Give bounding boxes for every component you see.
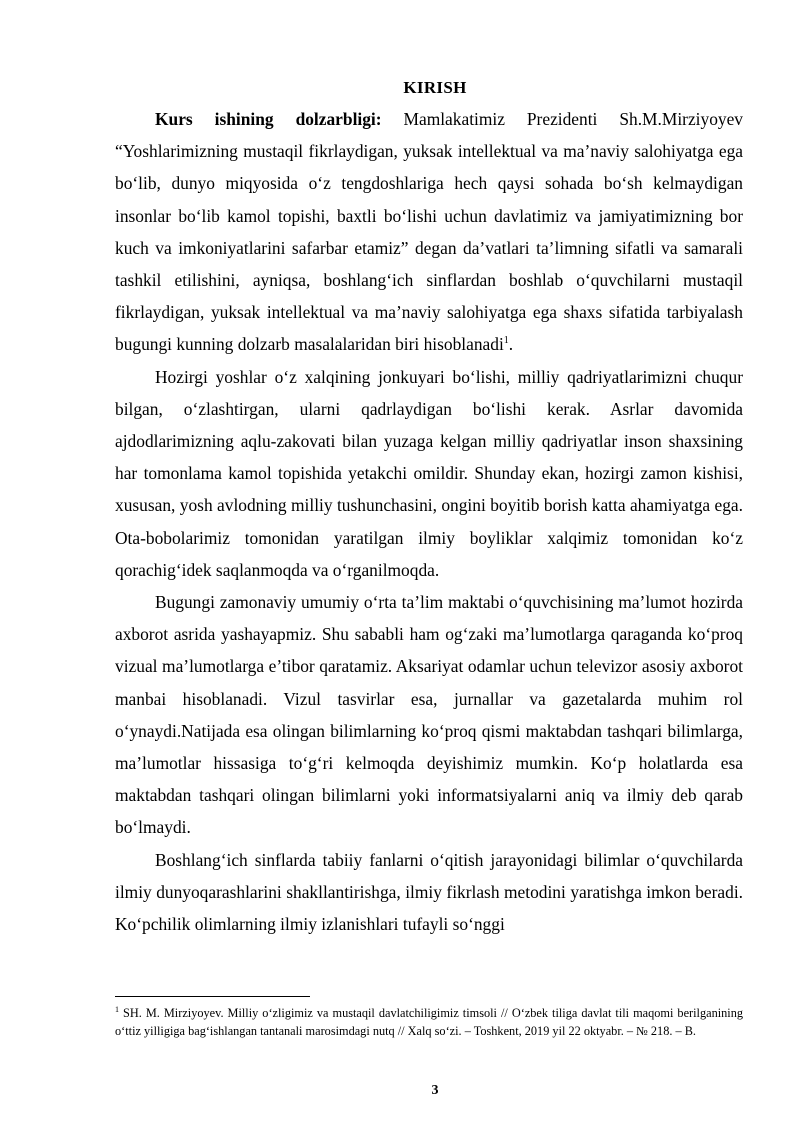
paragraph-3: Bugungi zamonaviy umumiy o‘rta ta’lim maktabi o‘quvchisining ma’lumot hozirda axborot asrida yashayapmiz. Shu sababli ham og‘zaki ma’lumotlarga qaraganda ko‘proq vizual ma’lumotlarga e’tibor qaratamiz. Aksariyat odamlar uchun televizor asosiy axborot manbai hisoblanadi. Vizul tasvirlar esa, jurnallar va gazetalarda muhim rol o‘ynaydi.Natijada esa olingan bilimlarning ko‘proq qismi maktabdan tashqari bilimlarga, ma’lumotlar hissasiga to‘g‘ri kelmoqda deyishimiz mumkin. Ko‘p holatlarda esa maktabdan tashqari olingan bilimlarni yoki informatsiyalarni aniq va ilmiy deb qarab bo‘lmaydi. <box>115 592 743 838</box>
footnote-divider <box>115 996 310 997</box>
footnote <box>115 1004 743 1040</box>
footnote-marker: 1 <box>115 1004 119 1014</box>
paragraph-tail: . <box>508 334 514 355</box>
footnote-text: SH. M. Mirziyoyev. Milliy o‘zligimiz va mustaqil davlatchiligimiz timsoli // O‘zbek tiliga davlat tili maqomi berilganining o‘ttiz yilligiga bag‘ishlangan tantanali marosimdagi nutq // Xalq so‘zi. – Toshkent, 2019 yil 22 oktyabr. – № 218. – B. <box>115 1006 743 1038</box>
paragraph-lead: Kurs ishining dolzarbligi: <box>155 109 382 129</box>
body-text <box>115 103 743 940</box>
page-number: 3 <box>431 1083 439 1098</box>
section-heading: KIRISH <box>403 78 467 97</box>
footnote-reference[interactable]: 1 <box>503 335 509 347</box>
paragraph-text: Mamlakatimiz Prezidenti Sh.M.Mirziyoyev “Yoshlarimizning mustaqil fikrlaydigan, yuksak intellektual va ma’naviy salohiyatga ega bo‘lib, dunyo miqyosida o‘z tengdoshlariga hech qaysi sohada bo‘sh kelmaydigan insonlar bo‘lib kamol topishi, baxtli bo‘lishi uchun davlatimiz va jamiyatimizning bor kuch va imkoniyatlarini safarbar etamiz” degan da’vatlari ta’limning sifatli va samarali tashkil etilishini, ayniqsa, boshlang‘ich sinflardan boshlab o‘quvchilarni mustaqil fikrlaydigan, yuksak intellektual va ma’naviy salohiyatga ega shaxs sifatida tarbiyalash bugungi kunning dolzarb masalalaridan biri hisoblanadi <box>115 109 744 355</box>
paragraph-4: Boshlang‘ich sinflarda tabiiy fanlarni o‘qitish jarayonidagi bilimlar o‘quvchilarda ilmiy dunyoqarashlarini shakllantirishga, ilmiy fikrlash metodini yaratishga imkon beradi. Ko‘pchilik olimlarning ilmiy izlanishlari tufayli so‘nggi <box>115 849 743 935</box>
paragraph-1 <box>115 103 743 361</box>
paragraph-2: Hozirgi yoshlar o‘z xalqining jonkuyari bo‘lishi, milliy qadriyatlarimizni chuqur bilgan, o‘zlashtirgan, ularni qadrlaydigan bo‘lishi kerak. Asrlar davomida ajdodlarimizning aqlu-zakovati bilan yuzaga kelgan milliy qadriyatlar inson shaxsining har tomonlama kamol topishida yetakchi omildir. Shunday ekan, hozirgi zamon kishisi, xususan, yosh avlodning milliy tushunchasini, ongini boyitib borish katta ahamiyatga ega. Ota-bobolarimiz tomonidan yaratilgan ilmiy boyliklar xalqimiz tomonidan ko‘z qorachig‘idek saqlanmoqda va o‘rganilmoqda. <box>115 366 743 580</box>
